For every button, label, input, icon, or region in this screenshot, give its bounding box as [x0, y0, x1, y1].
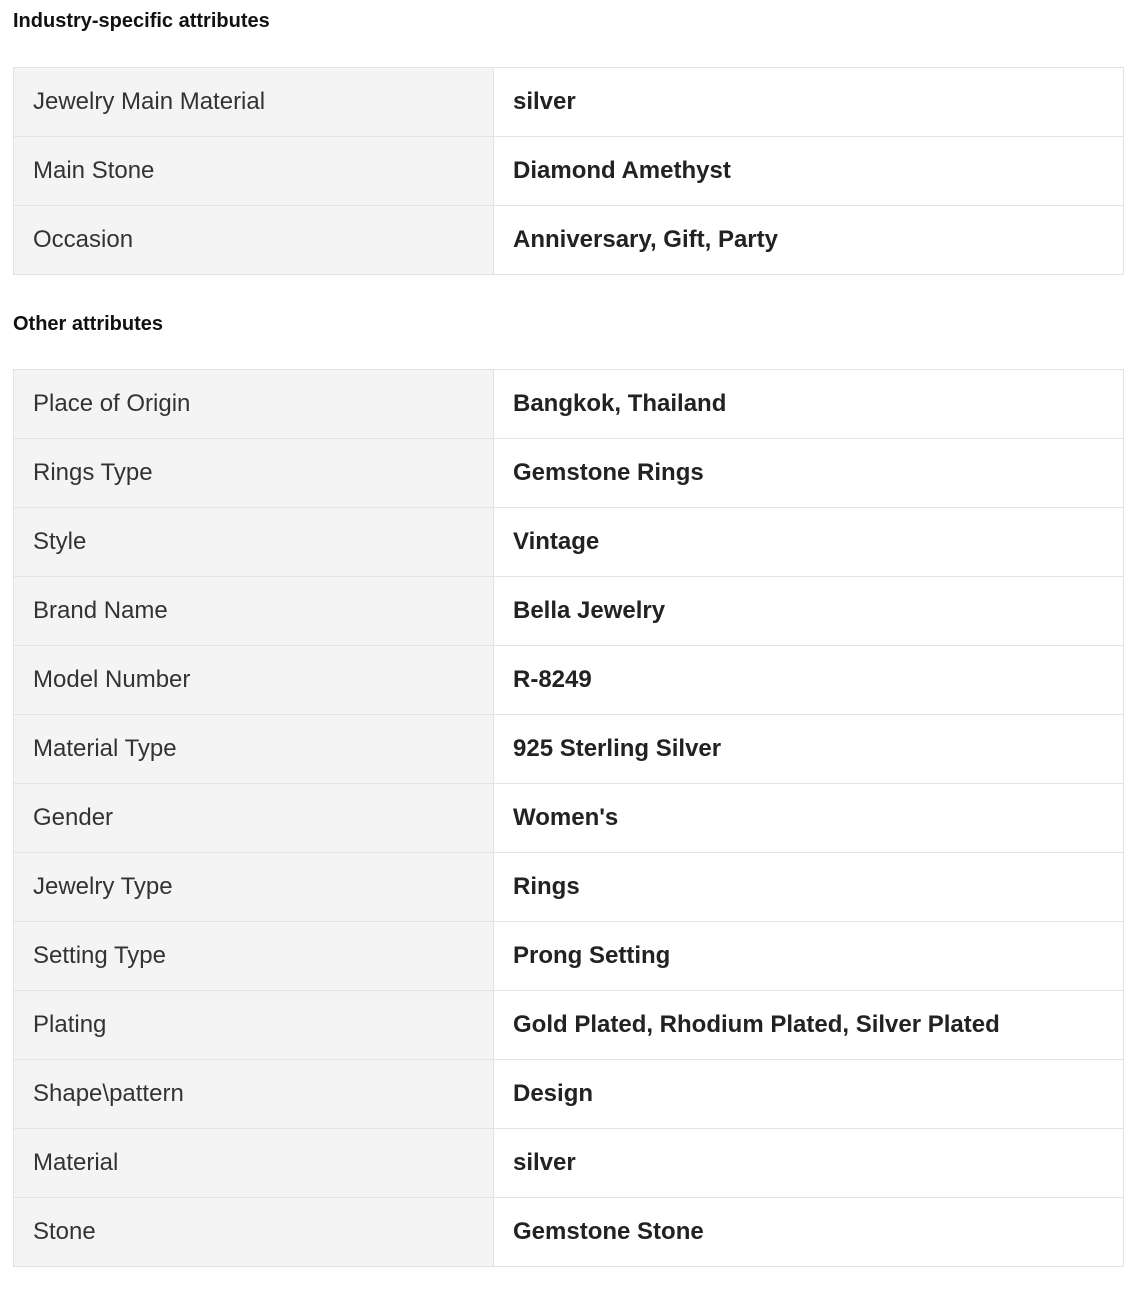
attribute-value: Anniversary, Gift, Party — [494, 206, 1124, 275]
attribute-key: Shape\pattern — [14, 1060, 494, 1129]
attribute-value: Diamond Amethyst — [494, 137, 1124, 206]
attribute-key: Setting Type — [14, 922, 494, 991]
table-row — [14, 68, 1124, 137]
attribute-key: Stone — [14, 1198, 494, 1267]
attribute-value: Gold Plated, Rhodium Plated, Silver Plated — [494, 991, 1124, 1060]
table-row — [14, 1060, 1124, 1129]
attribute-key: Material — [14, 1129, 494, 1198]
attribute-value: Prong Setting — [494, 922, 1124, 991]
industry-attributes-title: Industry-specific attributes — [13, 10, 270, 32]
table-row — [14, 508, 1124, 577]
attribute-value: Gemstone Stone — [494, 1198, 1124, 1267]
attribute-value: Vintage — [494, 508, 1124, 577]
attribute-value: R-8249 — [494, 646, 1124, 715]
attribute-key: Rings Type — [14, 439, 494, 508]
attribute-value: silver — [494, 68, 1124, 137]
attribute-key: Brand Name — [14, 577, 494, 646]
table-row — [14, 715, 1124, 784]
attribute-key: Place of Origin — [14, 370, 494, 439]
attribute-value: 925 Sterling Silver — [494, 715, 1124, 784]
table-row — [14, 1129, 1124, 1198]
attribute-value: Gemstone Rings — [494, 439, 1124, 508]
table-row — [14, 922, 1124, 991]
table-row — [14, 991, 1124, 1060]
other-attributes-title: Other attributes — [13, 313, 164, 335]
table-row — [14, 137, 1124, 206]
industry-attributes-table — [13, 67, 1124, 275]
attribute-key: Jewelry Type — [14, 853, 494, 922]
other-attributes-table — [13, 369, 1124, 1267]
table-row — [14, 1198, 1124, 1267]
attribute-value: Bangkok, Thailand — [494, 370, 1124, 439]
table-row — [14, 370, 1124, 439]
attribute-key: Main Stone — [14, 137, 494, 206]
table-row — [14, 206, 1124, 275]
attribute-value: silver — [494, 1129, 1124, 1198]
attribute-value: Women's — [494, 784, 1124, 853]
attribute-value: Rings — [494, 853, 1124, 922]
table-row — [14, 784, 1124, 853]
attribute-key: Model Number — [14, 646, 494, 715]
table-row — [14, 577, 1124, 646]
attribute-key: Material Type — [14, 715, 494, 784]
attribute-value: Design — [494, 1060, 1124, 1129]
table-row — [14, 439, 1124, 508]
table-row — [14, 646, 1124, 715]
attribute-value: Bella Jewelry — [494, 577, 1124, 646]
attribute-key: Jewelry Main Material — [14, 68, 494, 137]
attribute-key: Style — [14, 508, 494, 577]
attribute-key: Occasion — [14, 206, 494, 275]
attribute-key: Plating — [14, 991, 494, 1060]
table-row — [14, 853, 1124, 922]
attribute-key: Gender — [14, 784, 494, 853]
